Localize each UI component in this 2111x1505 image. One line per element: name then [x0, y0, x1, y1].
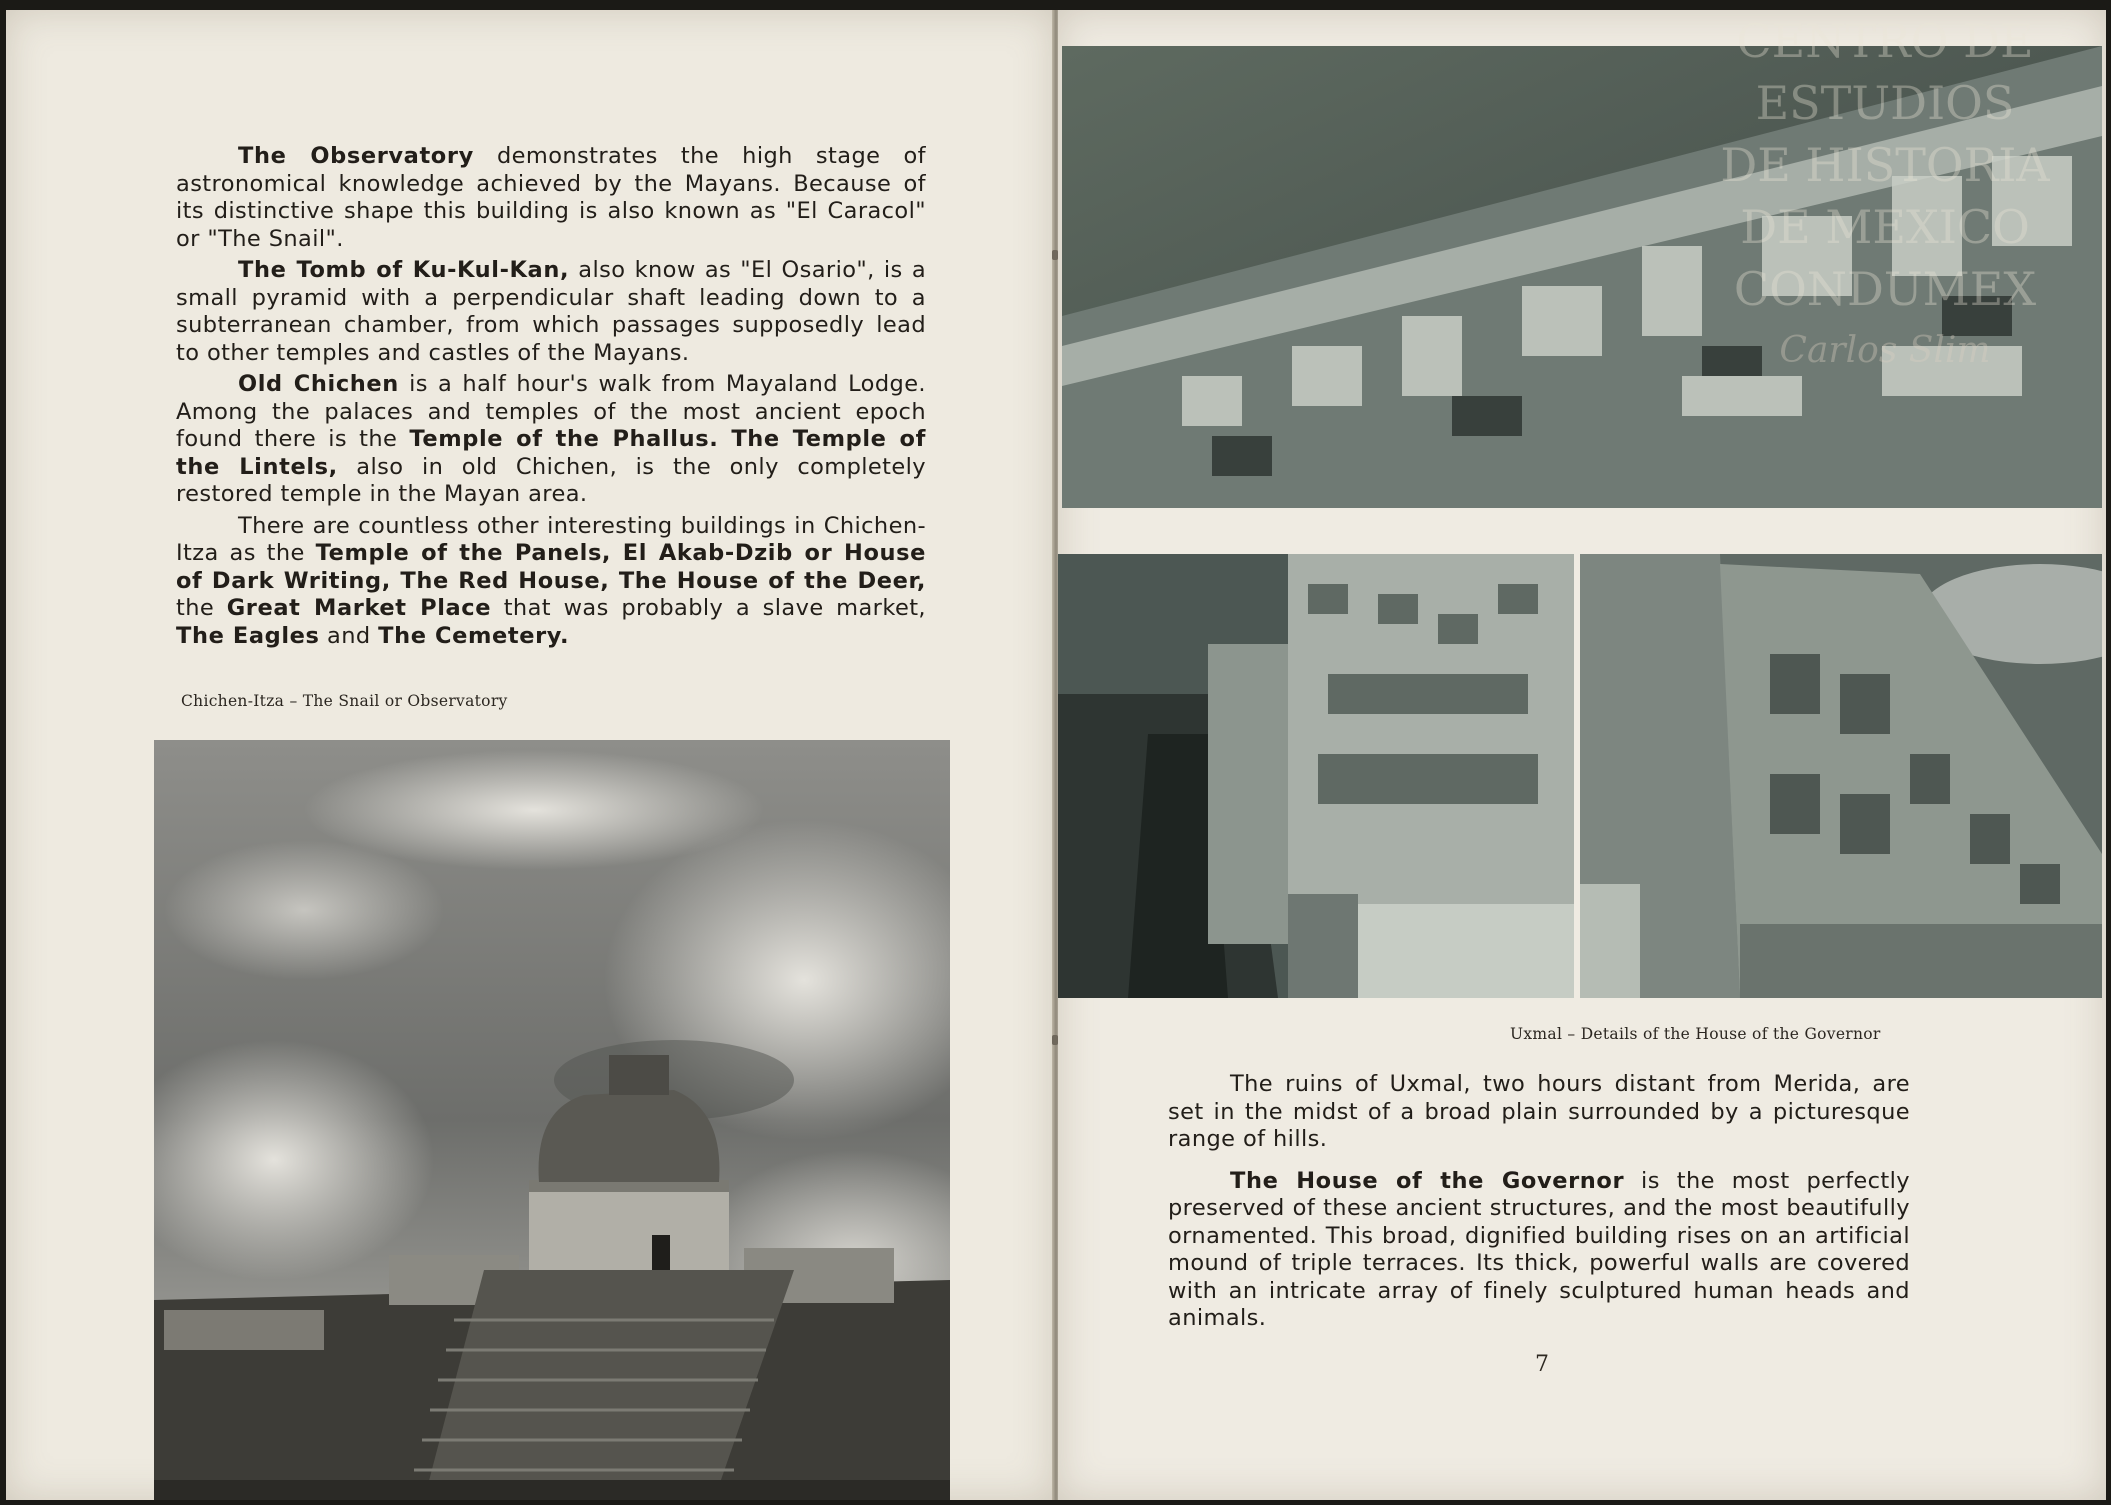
bold-text-run: The Eagles [176, 622, 320, 649]
bold-text-run: The Cemetery. [378, 622, 570, 649]
watermark-line: ESTUDIOS [1755, 76, 2015, 130]
uxmal-frieze-photo [1062, 46, 2102, 508]
uxmal-corner-photo [1058, 554, 1574, 998]
paragraph [176, 513, 926, 651]
watermark-line: DE MEXICO [1740, 200, 2030, 254]
uxmal-photo-caption: Uxmal – Details of the House of the Governor [1510, 1025, 1881, 1043]
page-number: 7 [1535, 1352, 1549, 1377]
uxmal-facade-photo [1580, 554, 2102, 998]
watermark-line: CONDUMEX [1733, 262, 2037, 316]
text-run: that was probably a slave market, [491, 595, 926, 621]
observatory-photo [154, 740, 950, 1500]
paragraph [176, 371, 926, 509]
bold-text-run: Temple of the Phallus. The Temple of the Lintels, [176, 426, 926, 480]
watermark-signature: Carlos Slim [1779, 330, 1991, 371]
bold-text-run: The House of the Governor [1230, 1167, 1625, 1194]
paragraph [1168, 1071, 1910, 1154]
text-run: also in old Chichen, is the only completely restored temple in the Mayan area. [176, 453, 926, 507]
text-run: also know as "El Osario", is a small pyramid with a perpendicular shaft leading down to a subterranean chamber, from which passages supposedly lead to other temples and castles of the Mayans. [176, 257, 927, 366]
bold-text-run: The Tomb of Ku-Kul-Kan, [238, 257, 570, 283]
left-page-body-text [176, 143, 926, 654]
bold-text-run: Temple of the Panels, El Akab-Dzib or House of Dark Writing, The Red House, The House of the Deer, [176, 540, 927, 594]
text-run: There are countless other interesting buildings in Chichen-Itza as the [176, 512, 926, 566]
text-run: and [319, 622, 379, 649]
observatory-photo-caption: Chichen-Itza – The Snail or Observatory [181, 692, 508, 710]
staple [1052, 250, 1058, 260]
paragraph [176, 143, 926, 253]
bold-text-run: Old Chichen [238, 371, 399, 397]
watermark-line: DE HISTORIA [1720, 138, 2050, 192]
paragraph [176, 257, 926, 367]
text-run: demonstrates the high stage of astronomical knowledge achieved by the Mayans. Because of its distinctive shape this building is also known as "El Caracol" or "The Snail". [176, 143, 926, 252]
text-run: is the most perfectly preserved of these ancient structures, and the most beautifully ornamented. This broad, dignified building rises on an artificial mound of triple terraces. Its thick, powerful walls are covered with an intricate array of finely sculptured human heads and animals. [1168, 1167, 1910, 1331]
bold-text-run: The Observatory [238, 143, 474, 169]
text-run: the [176, 595, 227, 621]
paragraph [1168, 1168, 1910, 1333]
bold-text-run: Great Market Place [226, 595, 492, 621]
staple [1052, 1035, 1058, 1045]
text-run: The ruins of Uxmal, two hours distant from Merida, are set in the midst of a broad plain surrounded by a picturesque range of hills. [1168, 1071, 1910, 1152]
right-page-body-text [1168, 1071, 1910, 1337]
watermark-line: CENTRO DE [1736, 14, 2034, 68]
text-run: is a half hour's walk from Mayaland Lodge. Among the palaces and temples of the most ancient epoch found there is the [176, 371, 926, 452]
